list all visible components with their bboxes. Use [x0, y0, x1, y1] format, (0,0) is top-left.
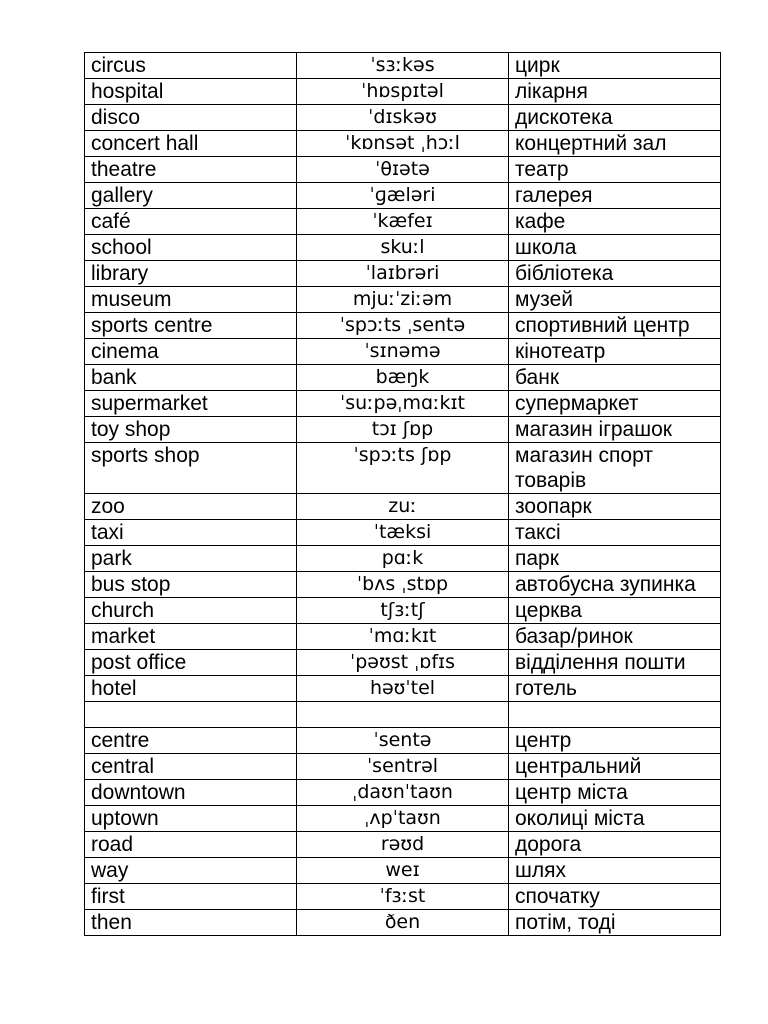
english-word-cell: park — [85, 546, 297, 572]
table-row — [85, 417, 721, 443]
english-word-cell: supermarket — [85, 391, 297, 417]
english-word-cell: then — [85, 910, 297, 936]
translation-cell: околиці міста — [509, 806, 721, 832]
english-word-cell: disco — [85, 105, 297, 131]
translation-cell: потім, тоді — [509, 910, 721, 936]
transcription-cell: ˈlaɪbrəri — [297, 261, 509, 287]
transcription-cell: ˈpəʊst ˌɒfɪs — [297, 650, 509, 676]
english-word-cell: road — [85, 832, 297, 858]
transcription-cell: ˈθɪətə — [297, 157, 509, 183]
english-word-cell: library — [85, 261, 297, 287]
transcription-cell: ˈbʌs ˌstɒp — [297, 572, 509, 598]
table-row — [85, 832, 721, 858]
translation-cell: центр міста — [509, 780, 721, 806]
translation-cell: музей — [509, 287, 721, 313]
table-row — [85, 443, 721, 494]
table-row — [85, 598, 721, 624]
translation-cell: театр — [509, 157, 721, 183]
translation-cell: парк — [509, 546, 721, 572]
translation-cell: магазин спорт товарів — [509, 443, 721, 494]
transcription-cell: ˈmɑːkɪt — [297, 624, 509, 650]
english-word-cell — [85, 702, 297, 728]
translation-cell: центр — [509, 728, 721, 754]
english-word-cell: cinema — [85, 339, 297, 365]
table-row — [85, 313, 721, 339]
english-word-cell: café — [85, 209, 297, 235]
translation-cell: лікарня — [509, 79, 721, 105]
table-row — [85, 53, 721, 79]
table-row — [85, 520, 721, 546]
transcription-cell: ˈkɒnsət ˌhɔːl — [297, 131, 509, 157]
table-row — [85, 339, 721, 365]
table-row — [85, 235, 721, 261]
table-row — [85, 702, 721, 728]
translation-cell: кафе — [509, 209, 721, 235]
transcription-cell: ˌʌpˈtaʊn — [297, 806, 509, 832]
table-row — [85, 365, 721, 391]
transcription-cell: tʃɜːtʃ — [297, 598, 509, 624]
table-row — [85, 391, 721, 417]
translation-cell: цирк — [509, 53, 721, 79]
table-row — [85, 858, 721, 884]
translation-cell: дискотека — [509, 105, 721, 131]
transcription-cell: ˌdaʊnˈtaʊn — [297, 780, 509, 806]
table-row — [85, 105, 721, 131]
translation-cell: автобусна зупинка — [509, 572, 721, 598]
english-word-cell: bus stop — [85, 572, 297, 598]
english-word-cell: theatre — [85, 157, 297, 183]
english-word-cell: toy shop — [85, 417, 297, 443]
table-row — [85, 287, 721, 313]
translation-cell: школа — [509, 235, 721, 261]
transcription-cell: ˈfɜːst — [297, 884, 509, 910]
translation-cell: банк — [509, 365, 721, 391]
english-word-cell: taxi — [85, 520, 297, 546]
table-row — [85, 910, 721, 936]
transcription-cell: zuː — [297, 494, 509, 520]
transcription-cell: ˈsentrəl — [297, 754, 509, 780]
english-word-cell: market — [85, 624, 297, 650]
table-row — [85, 806, 721, 832]
english-word-cell: museum — [85, 287, 297, 313]
translation-cell: спочатку — [509, 884, 721, 910]
vocabulary-table-body — [85, 53, 721, 936]
translation-cell: готель — [509, 676, 721, 702]
translation-cell: супермаркет — [509, 391, 721, 417]
transcription-cell: bæŋk — [297, 365, 509, 391]
transcription-cell: ˈɡæləri — [297, 183, 509, 209]
translation-cell: спортивний центр — [509, 313, 721, 339]
translation-cell: зоопарк — [509, 494, 721, 520]
translation-cell: бібліотека — [509, 261, 721, 287]
translation-cell: відділення пошти — [509, 650, 721, 676]
table-row — [85, 261, 721, 287]
table-row — [85, 209, 721, 235]
table-row — [85, 780, 721, 806]
table-row — [85, 572, 721, 598]
table-row — [85, 728, 721, 754]
translation-cell: галерея — [509, 183, 721, 209]
translation-cell: кінотеатр — [509, 339, 721, 365]
translation-cell: базар/ринок — [509, 624, 721, 650]
table-row — [85, 157, 721, 183]
translation-cell: дорога — [509, 832, 721, 858]
table-row — [85, 79, 721, 105]
transcription-cell: ˈsuːpəˌmɑːkɪt — [297, 391, 509, 417]
table-row — [85, 183, 721, 209]
transcription-cell: ˈspɔːts ˌsentə — [297, 313, 509, 339]
transcription-cell: ˈspɔːts ʃɒp — [297, 443, 509, 494]
english-word-cell: way — [85, 858, 297, 884]
english-word-cell: centre — [85, 728, 297, 754]
english-word-cell: bank — [85, 365, 297, 391]
transcription-cell: skuːl — [297, 235, 509, 261]
transcription-cell: ðen — [297, 910, 509, 936]
transcription-cell: ˈdɪskəʊ — [297, 105, 509, 131]
translation-cell: шлях — [509, 858, 721, 884]
english-word-cell: first — [85, 884, 297, 910]
english-word-cell: zoo — [85, 494, 297, 520]
table-row — [85, 754, 721, 780]
table-row — [85, 546, 721, 572]
transcription-cell: pɑːk — [297, 546, 509, 572]
translation-cell: таксі — [509, 520, 721, 546]
translation-cell: концертний зал — [509, 131, 721, 157]
transcription-cell: ˈsentə — [297, 728, 509, 754]
translation-cell — [509, 702, 721, 728]
table-row — [85, 624, 721, 650]
table-row — [85, 650, 721, 676]
english-word-cell: downtown — [85, 780, 297, 806]
english-word-cell: sports centre — [85, 313, 297, 339]
table-row — [85, 494, 721, 520]
transcription-cell: ˈtæksi — [297, 520, 509, 546]
table-row — [85, 676, 721, 702]
english-word-cell: central — [85, 754, 297, 780]
translation-cell: магазин іграшок — [509, 417, 721, 443]
translation-cell: церква — [509, 598, 721, 624]
translation-cell: центральний — [509, 754, 721, 780]
english-word-cell: uptown — [85, 806, 297, 832]
transcription-cell: ˈhɒspɪtəl — [297, 79, 509, 105]
transcription-cell: rəʊd — [297, 832, 509, 858]
english-word-cell: circus — [85, 53, 297, 79]
table-row — [85, 884, 721, 910]
table-row — [85, 131, 721, 157]
english-word-cell: hospital — [85, 79, 297, 105]
transcription-cell: ˈsɪnəmə — [297, 339, 509, 365]
english-word-cell: school — [85, 235, 297, 261]
transcription-cell: mjuːˈziːəm — [297, 287, 509, 313]
english-word-cell: sports shop — [85, 443, 297, 494]
vocabulary-table — [84, 52, 721, 936]
transcription-cell: ˈkæfeɪ — [297, 209, 509, 235]
transcription-cell: weɪ — [297, 858, 509, 884]
english-word-cell: gallery — [85, 183, 297, 209]
transcription-cell: tɔɪ ʃɒp — [297, 417, 509, 443]
english-word-cell: concert hall — [85, 131, 297, 157]
english-word-cell: church — [85, 598, 297, 624]
transcription-cell: həʊˈtel — [297, 676, 509, 702]
english-word-cell: post office — [85, 650, 297, 676]
transcription-cell: ˈsɜːkəs — [297, 53, 509, 79]
english-word-cell: hotel — [85, 676, 297, 702]
transcription-cell — [297, 702, 509, 728]
